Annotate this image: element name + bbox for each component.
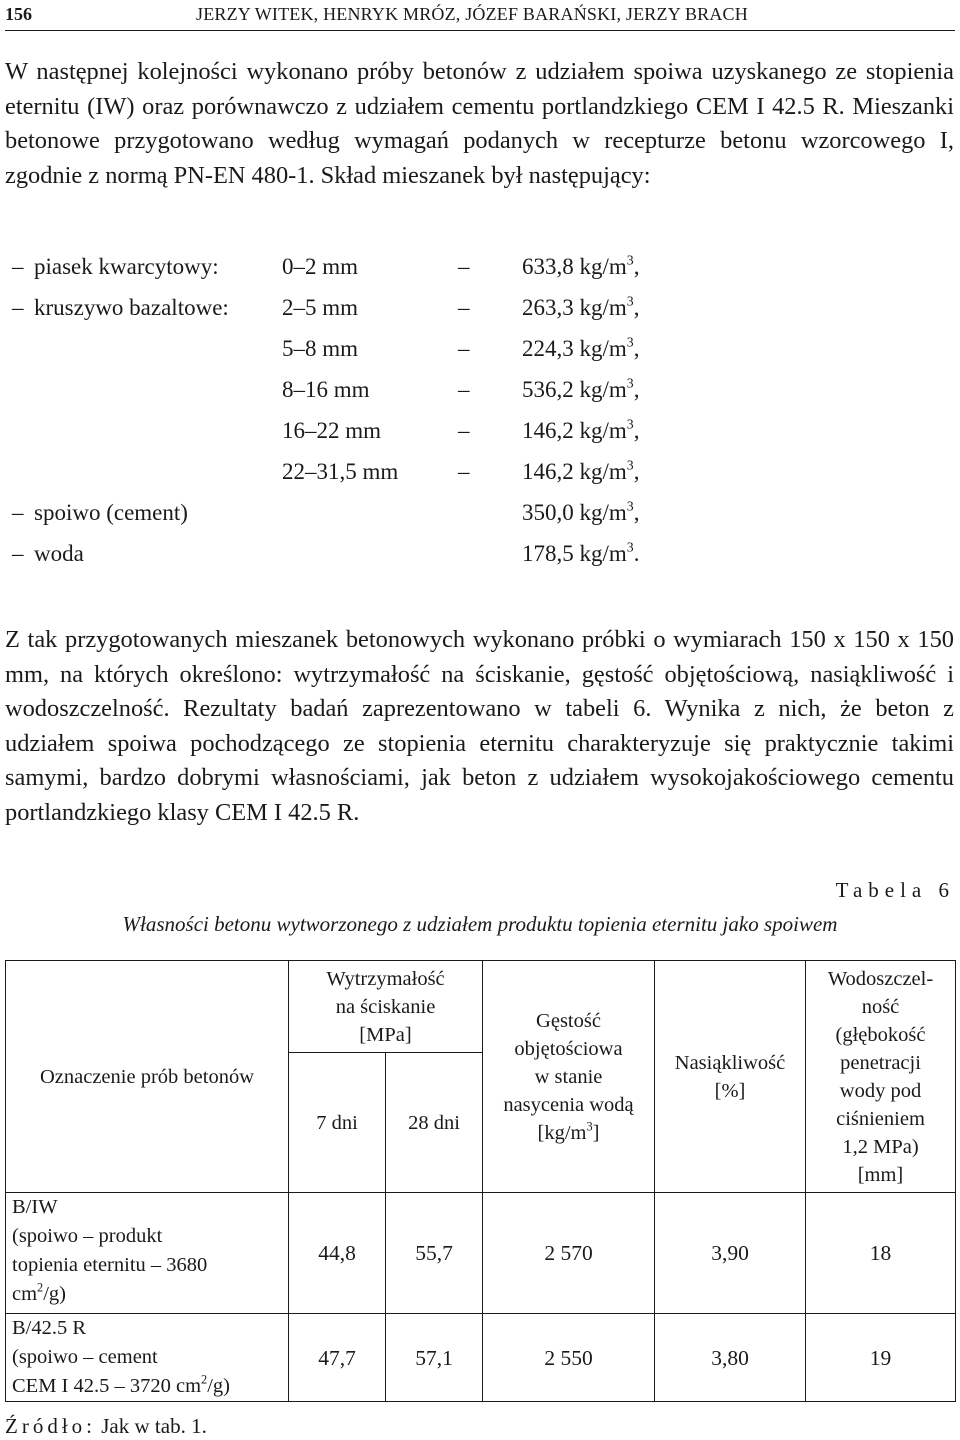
- paragraph-intro: W następnej kolejności wykonano próby betonów z udziałem spoiwa uzyskanego ze stopienia eternitu (IW) oraz porównawczo z udziałem cementu portlandzkiego CEM I 42.5 R. Mieszanki betonowe przygotowano według wymagań podanych w recepturze betonu wzorcowego I, zgodnie z normą PN-EN 480-1. Skład mieszanek był następujący:: [5, 58, 954, 189]
- header-density: Gęstość objętościowa w stanie nasycenia wodą $[kg/m^3]$: [483, 961, 655, 1193]
- mixture-value: 146,2 $kg/m^3$,: [522, 416, 640, 443]
- mixture-fraction: 22–31,5 mm: [282, 459, 399, 484]
- mixture-fraction: 8–16 mm: [282, 377, 370, 402]
- mixture-value: 224,3 $kg/m^3$,: [522, 334, 640, 361]
- water-penetration-value: 19: [806, 1314, 956, 1402]
- mixture-fraction: 0–2 mm: [282, 254, 359, 279]
- row-designation: B/IW (spoiwo – produkt topienia eternitu – 3680 $cm^2/g$): [6, 1193, 289, 1314]
- header-designation: Oznaczenie prób betonów: [6, 961, 289, 1193]
- source-text: Jak w tab. 1.: [96, 1414, 207, 1438]
- mixture-value: 350,0 $kg/m^3$,: [522, 498, 640, 525]
- source-label: Źródło:: [5, 1414, 96, 1438]
- density-value: 2 570: [483, 1193, 655, 1314]
- absorption-value: 3,80: [655, 1314, 806, 1402]
- density-value: 2 550: [483, 1314, 655, 1402]
- page-header: [5, 4, 955, 24]
- mixture-fraction: 16–22 mm: [282, 418, 382, 443]
- header-rule: [5, 30, 955, 31]
- strength-28d: 55,7: [386, 1193, 483, 1314]
- strength-28d: 57,1: [386, 1314, 483, 1402]
- properties-table: [5, 960, 956, 1402]
- mixture-fraction: 5–8 mm: [282, 336, 359, 361]
- header-strength: Wytrzymałość na ściskanie [MPa]: [289, 961, 483, 1053]
- mixture-name: kruszywo bazaltowe:: [34, 295, 229, 320]
- table-caption: Własności betonu wytworzonego z udziałem produktu topienia eternitu jako spoiwem: [122, 912, 838, 936]
- mixture-value: 146,2 $kg/m^3$,: [522, 457, 640, 484]
- header-28-days: 28 dni: [386, 1053, 483, 1193]
- mixture-value: 633,8 $kg/m^3$,: [522, 252, 640, 279]
- row-designation: B/42.5 R (spoiwo – cement CEM I 42.5 – 3720 $cm^2/g$): [6, 1314, 289, 1402]
- mixture-value: 178,5 $kg/m^3$.: [522, 539, 640, 566]
- paragraph-results: Z tak przygotowanych mieszanek betonowych wykonano próbki o wymiarach 150 x 150 x 150 mm, na których określono: wytrzymałość na ściskanie, gęstość objętościową, nasiąkliwość i wodoszczelność. Rezultaty badań zaprezentowano w tabeli 6. Wynika z nich, że beton z udziałem spoiwa pochodzącego ze stopienia eternitu charakteryzuje się praktycznie takimi samymi, bardzo dobrymi własnościami, jak beton z udziałem wysokojakościowego cementu portlandzkiego klasy CEM I 42.5 R.: [5, 626, 954, 826]
- mixture-value: 263,3 $kg/m^3$,: [522, 293, 640, 320]
- mixture-name: woda: [34, 541, 84, 566]
- running-head: JERZY WITEK, HENRYK MRÓZ, JÓZEF BARAŃSKI, JERZY BRACH: [196, 4, 748, 24]
- table-row: [6, 1314, 956, 1402]
- absorption-value: 3,90: [655, 1193, 806, 1314]
- table-source: [5, 1414, 207, 1439]
- page-number: 156: [5, 4, 32, 24]
- table-row: [6, 1193, 956, 1314]
- mixture-value: 536,2 $kg/m^3$,: [522, 375, 640, 402]
- header-7-days: 7 dni: [289, 1053, 386, 1193]
- strength-7d: 47,7: [289, 1314, 386, 1402]
- strength-7d: 44,8: [289, 1193, 386, 1314]
- header-absorption: Nasiąkliwość [%]: [655, 961, 806, 1193]
- water-penetration-value: 18: [806, 1193, 956, 1314]
- mixture-name: piasek kwarcytowy:: [34, 254, 219, 279]
- header-water-penetration: Wodoszczel- ność (głębokość penetracji wody pod ciśnieniem 1,2 MPa) [mm]: [806, 961, 956, 1193]
- mixture-name: spoiwo (cement): [34, 500, 188, 525]
- table-label: Tabela 6: [835, 878, 955, 902]
- mixture-fraction: 2–5 mm: [282, 295, 359, 320]
